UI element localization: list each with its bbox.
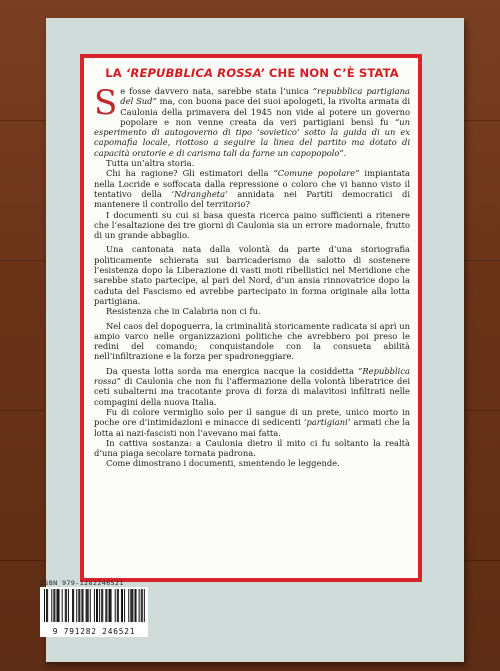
blurb-text <box>94 83 411 469</box>
text-run: I documenti su cui si basa questa ricerca paino sufficienti a ritenere che l’esaltazione dei tre giorni di Caulonia sia un errore madornale, frutto di un grande abbaglio. <box>94 209 410 241</box>
barcode-bar <box>118 589 119 622</box>
italic-quote: “Comune popolare” <box>273 168 360 179</box>
barcode-bar <box>122 589 123 622</box>
barcode-bar <box>46 589 47 622</box>
drop-cap: S <box>94 83 118 123</box>
paragraph <box>94 168 410 209</box>
barcode-bar <box>53 589 54 622</box>
barcode-bar <box>86 589 87 622</box>
barcode <box>40 587 148 628</box>
barcode-bar <box>65 589 66 622</box>
text-run: Resistenza che in Calabria non ci fu. <box>106 306 261 317</box>
barcode-bar <box>79 589 80 622</box>
barcode-bar <box>128 589 129 622</box>
barcode-bar <box>99 589 100 622</box>
cover-title <box>94 66 410 80</box>
paragraph <box>94 321 410 362</box>
text-run: Da questa lotta sorda ma energica nacque la cosiddetta <box>106 365 359 376</box>
text-run: Tutta un’altra storia. <box>106 158 195 169</box>
barcode-bar <box>111 589 112 622</box>
barcode-bar <box>88 589 89 622</box>
barcode-bar <box>115 589 116 622</box>
barcode-bar <box>101 589 102 622</box>
barcode-bar <box>96 589 97 622</box>
barcode-bar <box>124 589 125 622</box>
barcode-digits: 9 791282 246521 <box>40 627 148 637</box>
barcode-bar <box>58 589 59 622</box>
barcode-bar <box>90 589 91 622</box>
barcode-bar <box>134 589 135 622</box>
barcode-bar <box>76 589 77 622</box>
barcode-bar <box>68 589 69 622</box>
paragraph <box>94 210 410 241</box>
barcode-bar <box>110 589 111 622</box>
paragraph <box>94 244 410 306</box>
barcode-bar <box>59 589 60 622</box>
italic-quote: “un esperimento di autogoverno di tipo ‘sovietico’ sotto la guida di un ex capomafia locale, riottoso a seguire la linea del partito ma dotato di capacità oratorie e di carisma tali da farne un capopopolo” <box>94 116 410 158</box>
barcode-bar <box>66 589 67 622</box>
text-run: e fosse davvero nata, sarebbe stata l’unica <box>120 86 313 96</box>
italic-quote: “Repubblica rossa” <box>94 365 410 387</box>
barcode-bar <box>105 589 106 622</box>
barcode-bar <box>54 589 55 622</box>
title-suffix: CHE NON C’È STATA <box>264 66 399 80</box>
barcode-bar <box>141 589 142 622</box>
title-italic: ‘REPUBBLICA ROSSA’ <box>125 66 265 80</box>
text-run: ma, con buona pace dei suoi apologeti, la rivolta armata di Caulonia della primavera del 1945 non vide al potere un governo popolare e non venne creata da veri partigiani bensì fu <box>120 96 411 127</box>
text-run: In cattiva sostanza: a Caulonia dietro il mito ci fu soltanto la realtà d’una piaga secolare tornata padrona. <box>94 437 410 459</box>
barcode-bar <box>142 589 143 622</box>
barcode-bar <box>56 589 57 622</box>
text-run: impiantata nella Locride e soffocata dalla repressione o coloro che vi hanno visto il tentativo della <box>94 168 410 199</box>
barcode-bar <box>97 589 98 622</box>
barcode-bars <box>43 589 145 622</box>
paragraph <box>94 158 410 168</box>
barcode-bar <box>121 589 122 622</box>
barcode-bar <box>94 589 95 622</box>
barcode-bar <box>102 589 103 622</box>
barcode-bar <box>106 589 107 622</box>
barcode-bar <box>78 589 79 622</box>
book-back-cover <box>46 18 464 662</box>
text-run: annidata nei Partiti democratici di mantenere il controllo del territorio? <box>94 188 410 210</box>
italic-quote: “repubblica partigiana del Sud” <box>120 86 410 107</box>
title-prefix: LA <box>105 66 126 80</box>
barcode-bar <box>132 589 133 622</box>
text-run: Nel caos del dopoguerra, la criminalità storicamente radicata si aprì un ampio varco nelle organizzazioni politiche che avrebbero poi preso le redini del comando; conquistandole con la consueta abilità nell’infiltrazione e la forza per spadroneggiare. <box>94 320 410 362</box>
text-run: Fu di colore vermiglio solo per il sangue di un prete, unico morto in poche ore d’intimidazioni e minacce di sedicenti <box>94 406 410 428</box>
paragraph <box>94 438 410 459</box>
barcode-bar <box>130 589 131 622</box>
text-frame <box>80 54 422 582</box>
barcode-bar <box>62 589 63 622</box>
barcode-bar <box>73 589 74 622</box>
barcode-bar <box>131 589 132 622</box>
paragraph <box>94 306 410 316</box>
barcode-bar <box>117 589 118 622</box>
barcode-bar <box>139 589 140 622</box>
paragraph <box>94 83 411 158</box>
text-run: Una cantonata nata dalla volontà da parte d’una storiografia politicamente schierata sui barricaderismo da salotto di sostenere l’esistenza dopo la Liberazione di vasti moti ribellistici nel Meridione che sarebbe stato partecipe, al pari del Nord, d’un ansia rinnovatrice dopo la caduta del Fascismo ed avrebbe partecipato in forma originale alla lotta partigiana. <box>94 244 410 306</box>
isbn-label: ISBN 979-1282246521 <box>40 579 124 587</box>
barcode-bar <box>72 589 73 622</box>
text-run: Chi ha ragione? Gli estimatori della <box>106 168 274 179</box>
barcode-bar <box>81 589 82 622</box>
barcode-bar <box>44 589 45 622</box>
italic-quote: ‘Ndrangheta’ <box>171 188 228 199</box>
text-run: Come dimostrano i documenti, smentendo le leggende. <box>106 458 340 469</box>
barcode-bar <box>82 589 83 622</box>
text-run: armati che la lotta ai nazi-fascisti non l’avevano mai fatta. <box>94 417 410 438</box>
paragraph <box>94 458 410 468</box>
text-run: . <box>343 147 347 158</box>
paragraph <box>94 407 410 438</box>
barcode-bar <box>108 589 109 622</box>
paragraph <box>94 366 410 407</box>
barcode-bar <box>136 589 137 622</box>
barcode-bar <box>87 589 88 622</box>
barcode-bar <box>144 589 145 622</box>
text-run: di Caulonia che non fu l’affermazione della volontà liberatrice dei ceti subalterni ma tracotante prova di forza di malavitosi infiltrati nelle compagini della nuova Italia. <box>94 376 410 407</box>
barcode-bar <box>47 589 48 622</box>
italic-quote: ‘partigiani’ <box>303 417 351 428</box>
barcode-bar <box>51 589 52 622</box>
